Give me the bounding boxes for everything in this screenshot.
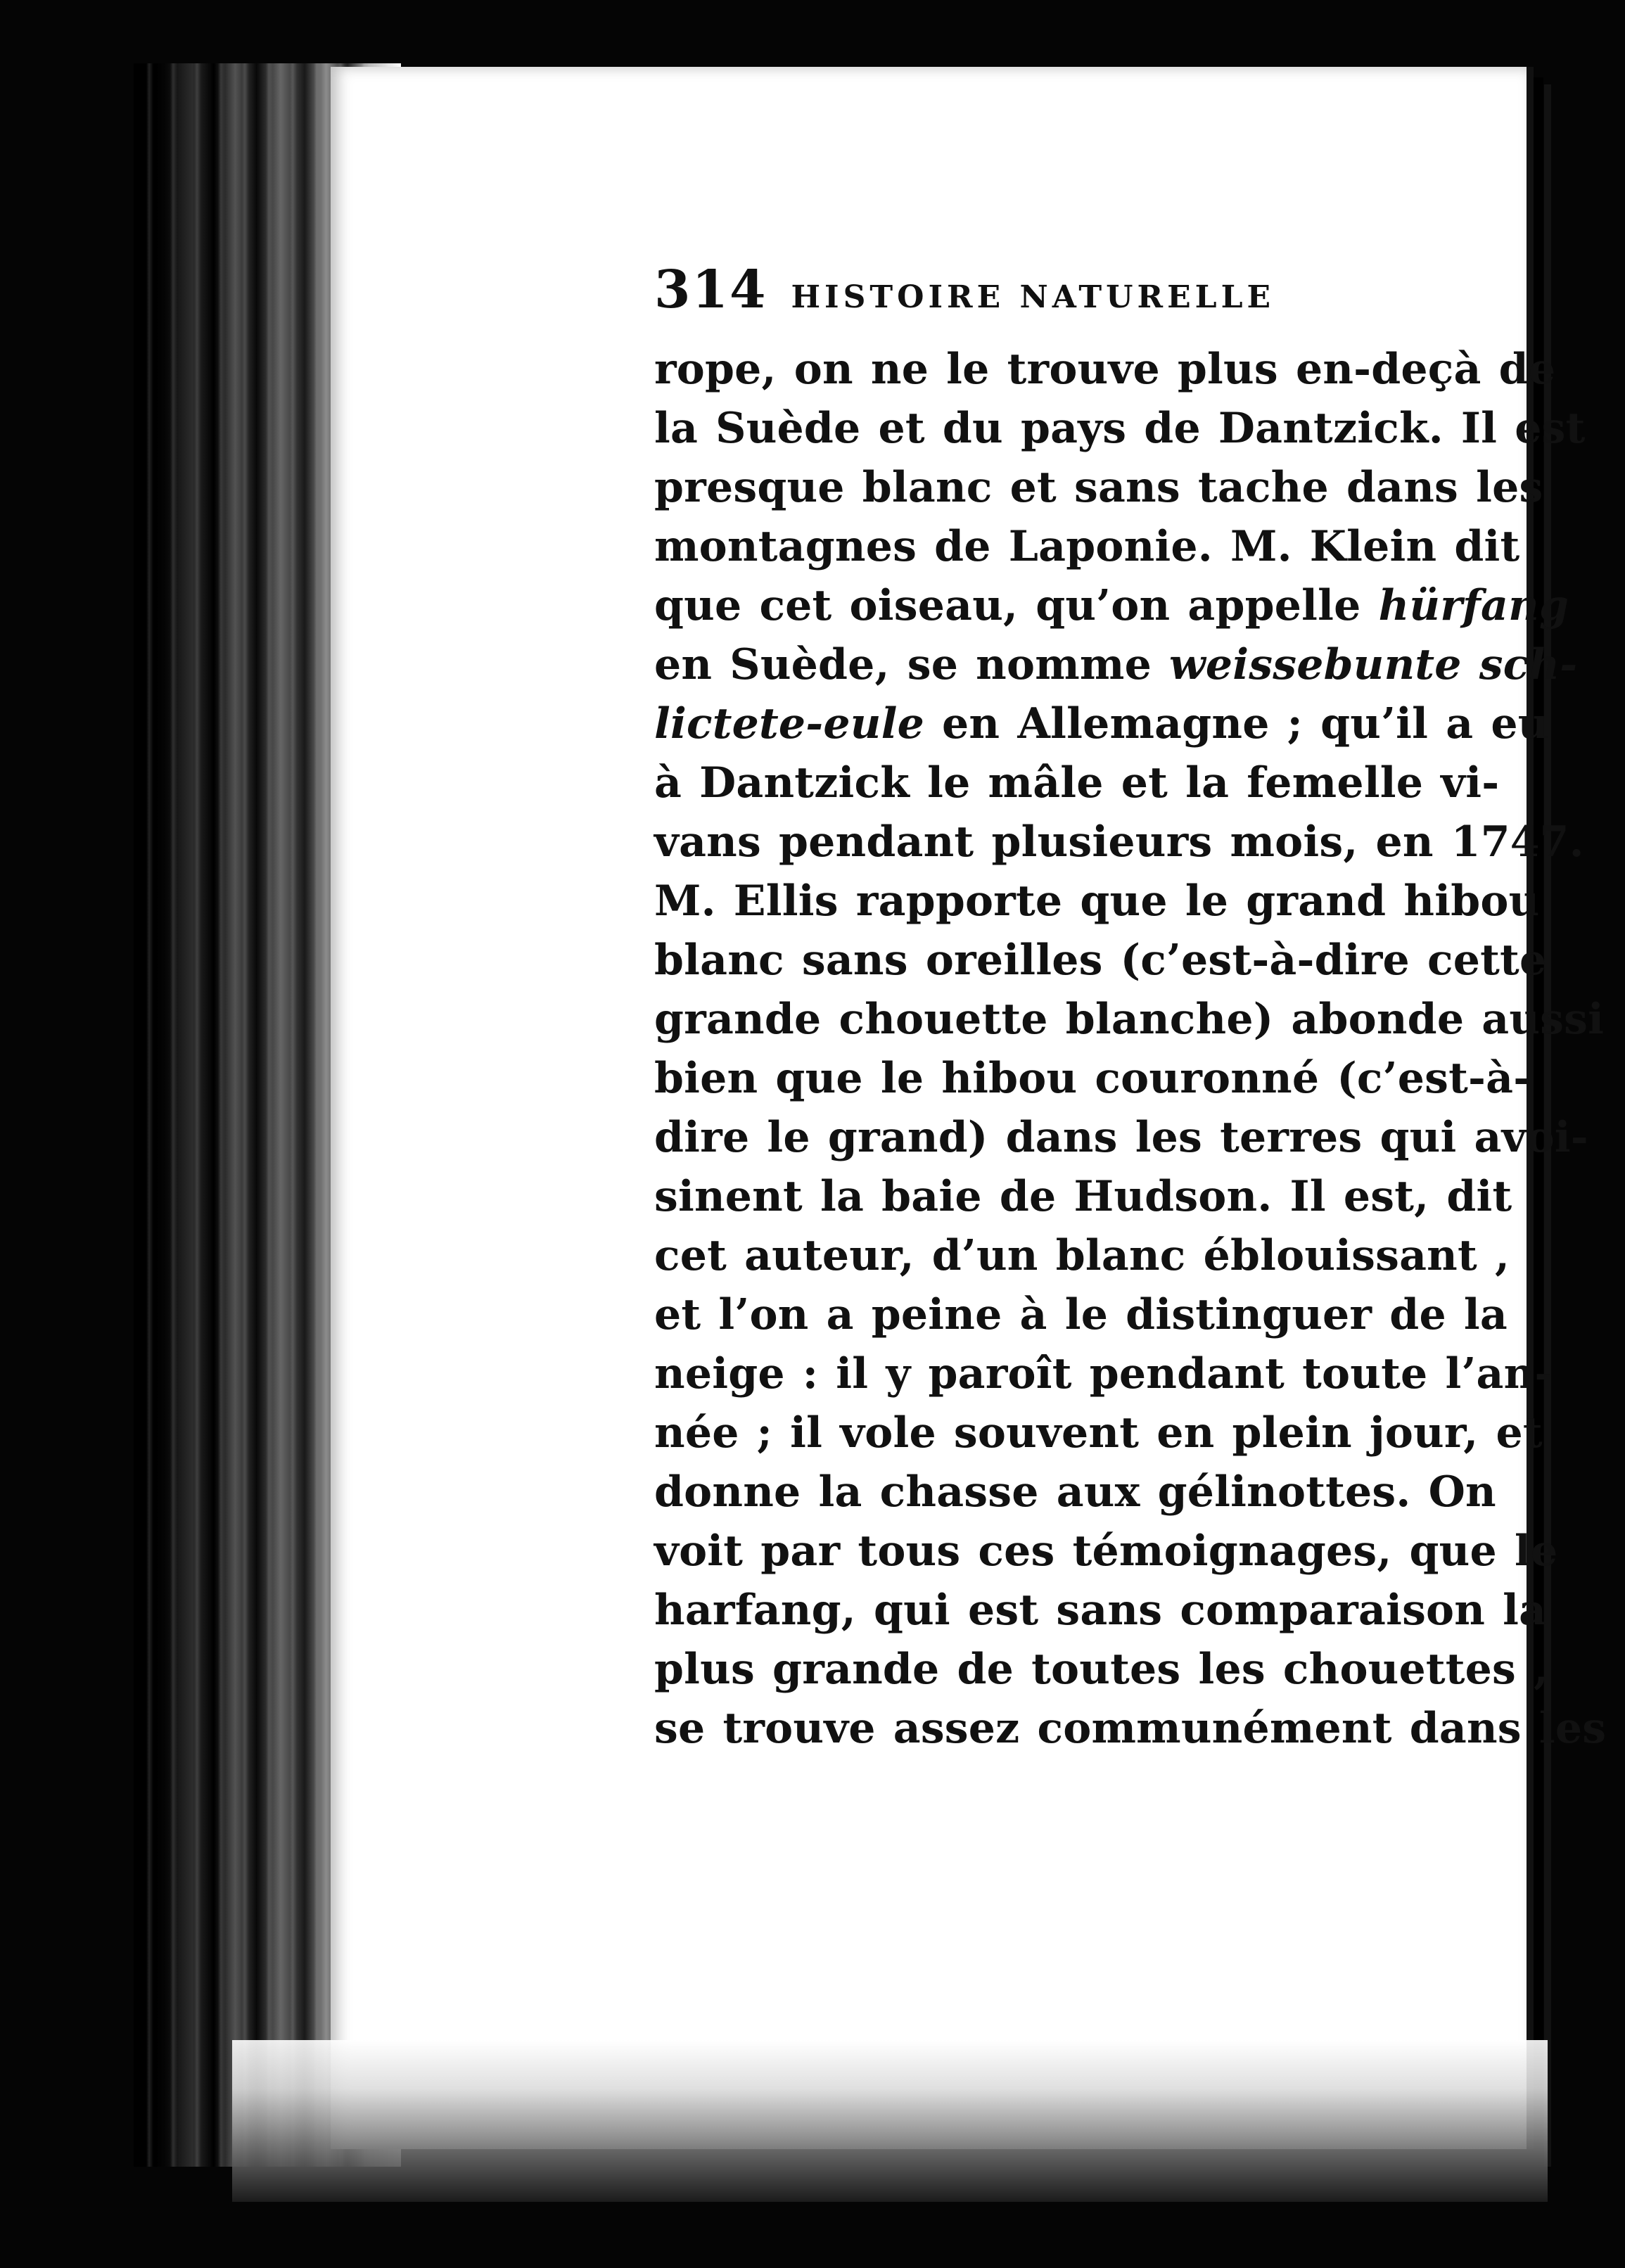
text-segment: sinent la baie de Hudson. Il est, dit: [654, 1172, 1512, 1221]
text-segment: neige : il y paroît pendant toute l’an-: [654, 1349, 1553, 1399]
text-segment: en Suède, se nomme: [654, 640, 1170, 689]
text-line-15: [654, 1167, 1512, 1226]
text-segment: dire le grand) dans les terres qui avoi-: [654, 1113, 1588, 1162]
running-head: [654, 260, 1456, 334]
text-segment: et l’on a peine à le distinguer de la: [654, 1290, 1508, 1339]
text-line-16: [654, 1226, 1510, 1285]
text-line-21: [654, 1522, 1558, 1581]
text-segment: bien que le hibou couronné (c’est-à-: [654, 1054, 1531, 1103]
text-line-08: [654, 753, 1500, 813]
text-line-19: [654, 1403, 1543, 1463]
text-segment: donne la chasse aux gélinottes. On: [654, 1467, 1496, 1517]
text-line-01: [654, 340, 1556, 399]
italic-term: lictete-eule: [654, 699, 924, 748]
italic-term: weissebunte sch-: [1169, 640, 1578, 689]
text-segment: en Allemagne ; qu’il a eu: [924, 699, 1549, 748]
text-segment: cet auteur, d’un blanc éblouissant ,: [654, 1231, 1510, 1280]
text-segment: que cet oiseau, qu’on appelle: [654, 581, 1379, 630]
text-segment: à Dantzick le mâle et la femelle vi-: [654, 758, 1500, 808]
text-line-09: [654, 813, 1584, 872]
text-line-18: [654, 1344, 1553, 1403]
text-segment: M. Ellis rapporte que le grand hibou: [654, 877, 1540, 926]
text-line-07: [654, 694, 1549, 753]
text-segment: voit par tous ces témoignages, que le: [654, 1527, 1558, 1576]
text-line-02: [654, 399, 1586, 458]
text-line-14: [654, 1108, 1588, 1167]
text-line-24: [654, 1699, 1607, 1758]
text-line-22: [654, 1581, 1547, 1640]
text-segment: plus grande de toutes les chouettes ,: [654, 1645, 1549, 1694]
page-number: 314: [654, 260, 767, 320]
text-segment: rope, on ne le trouve plus en-deçà de: [654, 345, 1556, 394]
text-block: [654, 260, 1607, 1758]
text-segment: née ; il vole souvent en plein jour, et: [654, 1408, 1543, 1458]
text-line-10: [654, 872, 1540, 931]
text-line-12: [654, 990, 1605, 1049]
text-line-06: [654, 635, 1578, 694]
text-segment: la Suède et du pays de Dantzick. Il est: [654, 404, 1586, 453]
text-segment: montagnes de Laponie. M. Klein dit: [654, 522, 1520, 571]
text-line-11: [654, 931, 1547, 990]
text-segment: se trouve assez communément dans les: [654, 1704, 1607, 1753]
text-segment: grande chouette blanche) abonde aussi: [654, 995, 1605, 1044]
text-segment: harfang, qui est sans comparaison la: [654, 1586, 1547, 1635]
text-line-23: [654, 1640, 1549, 1699]
running-header-title: HISTOIRE NATURELLE: [791, 279, 1275, 315]
text-line-03: [654, 458, 1543, 517]
text-segment: vans pendant plusieurs mois, en 1747.: [654, 817, 1584, 867]
text-line-05: [654, 576, 1569, 635]
text-segment: blanc sans oreilles (c’est-à-dire cette: [654, 936, 1547, 985]
text-line-04: [654, 517, 1520, 576]
text-line-13: [654, 1049, 1531, 1108]
text-line-20: [654, 1463, 1496, 1522]
italic-term: hürfang: [1378, 581, 1569, 630]
text-segment: presque blanc et sans tache dans les: [654, 463, 1543, 512]
text-line-17: [654, 1285, 1508, 1344]
